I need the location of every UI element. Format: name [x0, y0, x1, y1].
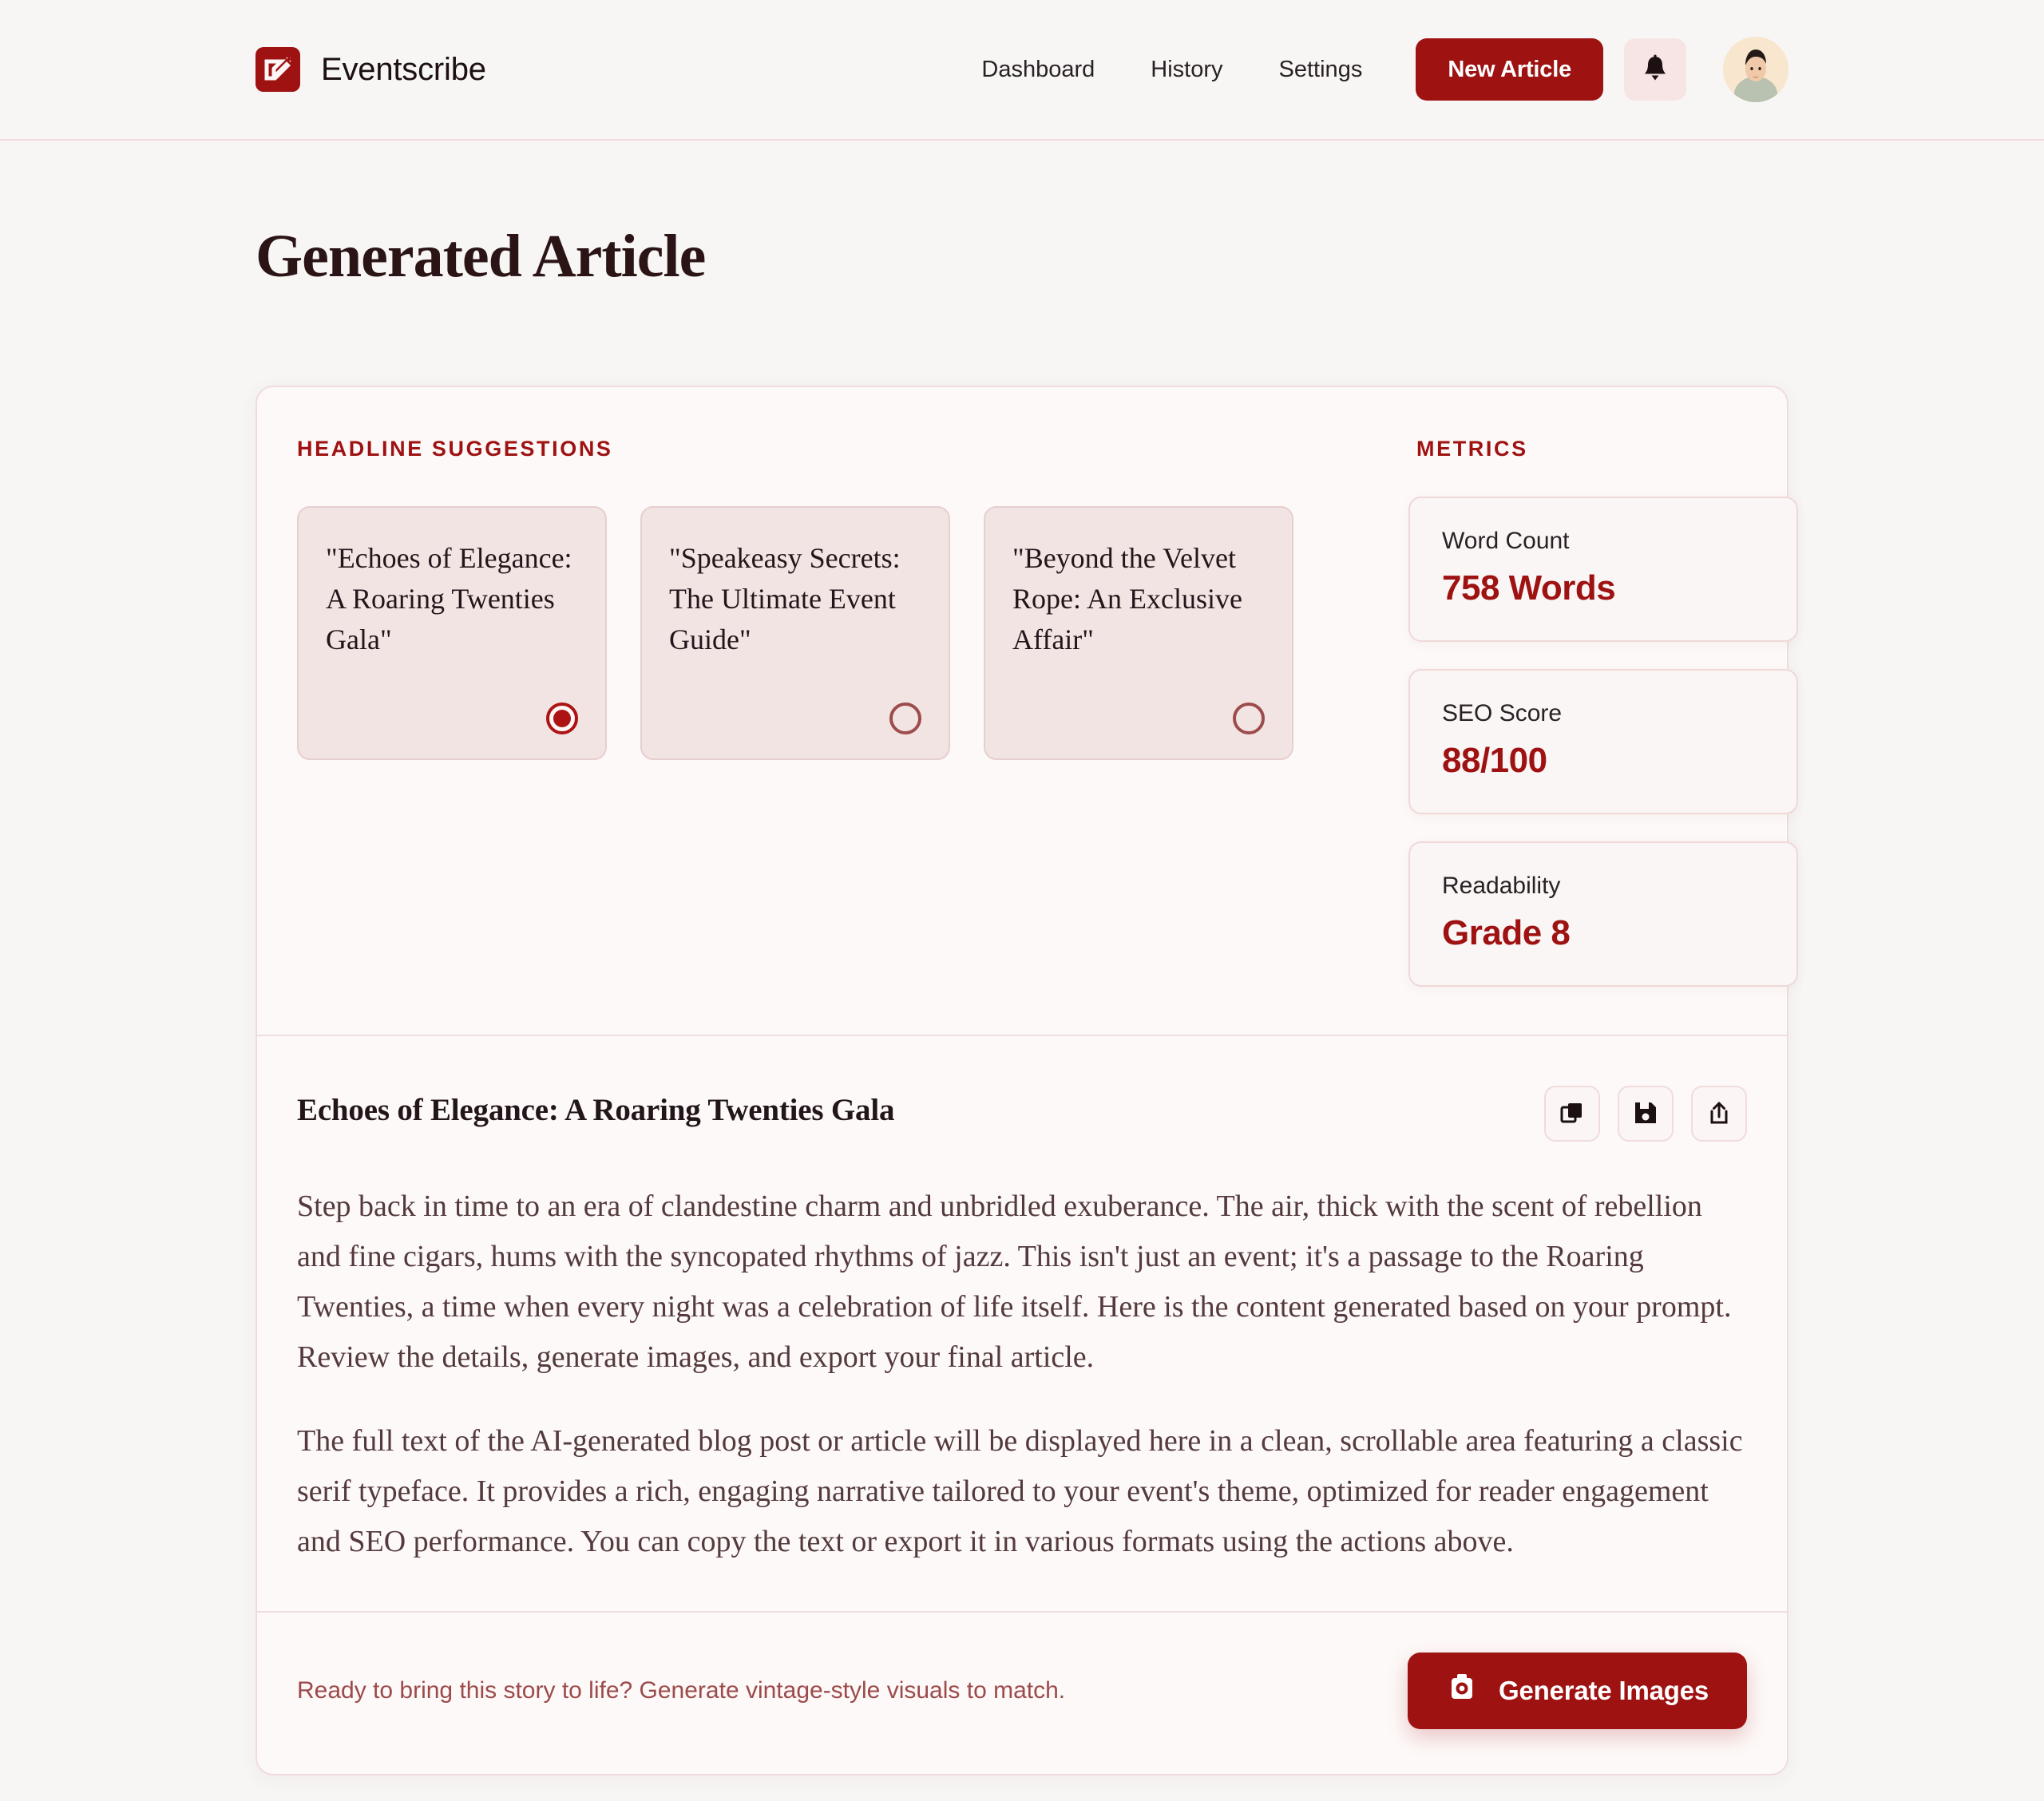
headline-radio-selected[interactable]: [546, 703, 578, 734]
metric-card-word-count: [1408, 497, 1798, 642]
card-top-region: [257, 387, 1787, 1036]
article-paragraph: Step back in time to an era of clandestine charm and unbridled exuberance. The air, thick with the scent of rebellion and fine cigars, hums with the syncopated rhythms of jazz. This isn't just an event; it's a passage to the Roaring Twenties, a time when every night was a celebration of life itself. Here is the content generated based on your prompt. Review the details, generate images, and export your final article.: [297, 1189, 1732, 1375]
headline-option-2[interactable]: [640, 506, 950, 760]
article-title: Echoes of Elegance: A Roaring Twenties Gala: [297, 1093, 895, 1127]
headline-section-label: HEADLINE SUGGESTIONS: [297, 437, 613, 461]
brand-name: Eventscribe: [321, 51, 486, 87]
camera-icon: [1446, 1673, 1478, 1708]
metric-label: Readability: [1442, 873, 1561, 899]
nav-links: [953, 57, 1390, 83]
headline-options-grid: [297, 506, 1408, 760]
save-button[interactable]: [1618, 1086, 1674, 1142]
metric-value: Grade 8: [1442, 913, 1571, 952]
generate-images-button[interactable]: [1408, 1653, 1747, 1729]
headline-radio-row: [326, 703, 578, 734]
article-paragraphs: [297, 1182, 1747, 1568]
metrics-list: [1408, 497, 1787, 987]
nav-right-group: [953, 37, 1788, 102]
share-button[interactable]: [1691, 1086, 1747, 1142]
metric-label: Word Count: [1442, 528, 1570, 554]
generated-article-card: [256, 386, 1788, 1775]
avatar[interactable]: [1723, 37, 1788, 102]
article-header: [297, 1086, 1747, 1142]
generate-images-label: Generate Images: [1499, 1675, 1709, 1705]
article-body-section: [257, 1036, 1787, 1613]
headline-option-text: "Speakeasy Secrets: The Ultimate Event Guide": [669, 542, 901, 656]
headline-option-3[interactable]: [984, 506, 1293, 760]
share-icon: [1706, 1100, 1732, 1128]
user-avatar-icon: [1723, 37, 1788, 102]
headline-radio[interactable]: [1233, 703, 1265, 734]
headline-radio-row: [1012, 703, 1265, 734]
card-footer: [257, 1613, 1787, 1774]
top-navigation-bar: [0, 0, 2044, 141]
metrics-section: [1408, 387, 1787, 1035]
headline-option-1[interactable]: [297, 506, 607, 760]
article-action-buttons: [1544, 1086, 1747, 1142]
copy-icon: [1559, 1100, 1585, 1128]
article-paragraph: The full text of the AI-generated blog post or article will be displayed here in a clean, scrollable area featuring a classic serif typeface. It provides a rich, engaging narrative tailored to your event's theme, optimized for reader engagement and SEO performance. You can copy the text or export it in various formats using the actions above.: [297, 1424, 1743, 1559]
metric-value: 758 Words: [1442, 568, 1616, 608]
new-article-button[interactable]: New Article: [1416, 38, 1603, 101]
nav-link-dashboard[interactable]: Dashboard: [981, 56, 1095, 82]
headline-radio-row: [669, 703, 921, 734]
footer-note: Ready to bring this story to life? Generate vintage-style visuals to match.: [297, 1676, 1066, 1704]
page-title: Generated Article: [256, 223, 706, 290]
metric-value: 88/100: [1442, 741, 1547, 780]
nav-link-settings[interactable]: Settings: [1278, 56, 1363, 82]
brand-logo[interactable]: [256, 47, 486, 92]
notifications-button[interactable]: [1624, 38, 1686, 101]
headline-suggestions-section: [257, 387, 1408, 1035]
nav-link-history[interactable]: History: [1151, 56, 1223, 82]
bell-icon: [1641, 53, 1670, 86]
page-container: [0, 141, 2044, 1775]
headline-option-text: "Echoes of Elegance: A Roaring Twenties Gala": [326, 542, 572, 656]
metric-card-readability: [1408, 841, 1798, 987]
copy-button[interactable]: [1544, 1086, 1600, 1142]
headline-radio[interactable]: [889, 703, 921, 734]
metric-label: SEO Score: [1442, 700, 1563, 726]
save-icon: [1634, 1101, 1658, 1127]
edit-pencil-square-icon: [256, 47, 300, 92]
metric-card-seo-score: [1408, 669, 1798, 814]
metrics-section-label: METRICS: [1416, 437, 1528, 461]
headline-option-text: "Beyond the Velvet Rope: An Exclusive Affair": [1012, 542, 1242, 656]
